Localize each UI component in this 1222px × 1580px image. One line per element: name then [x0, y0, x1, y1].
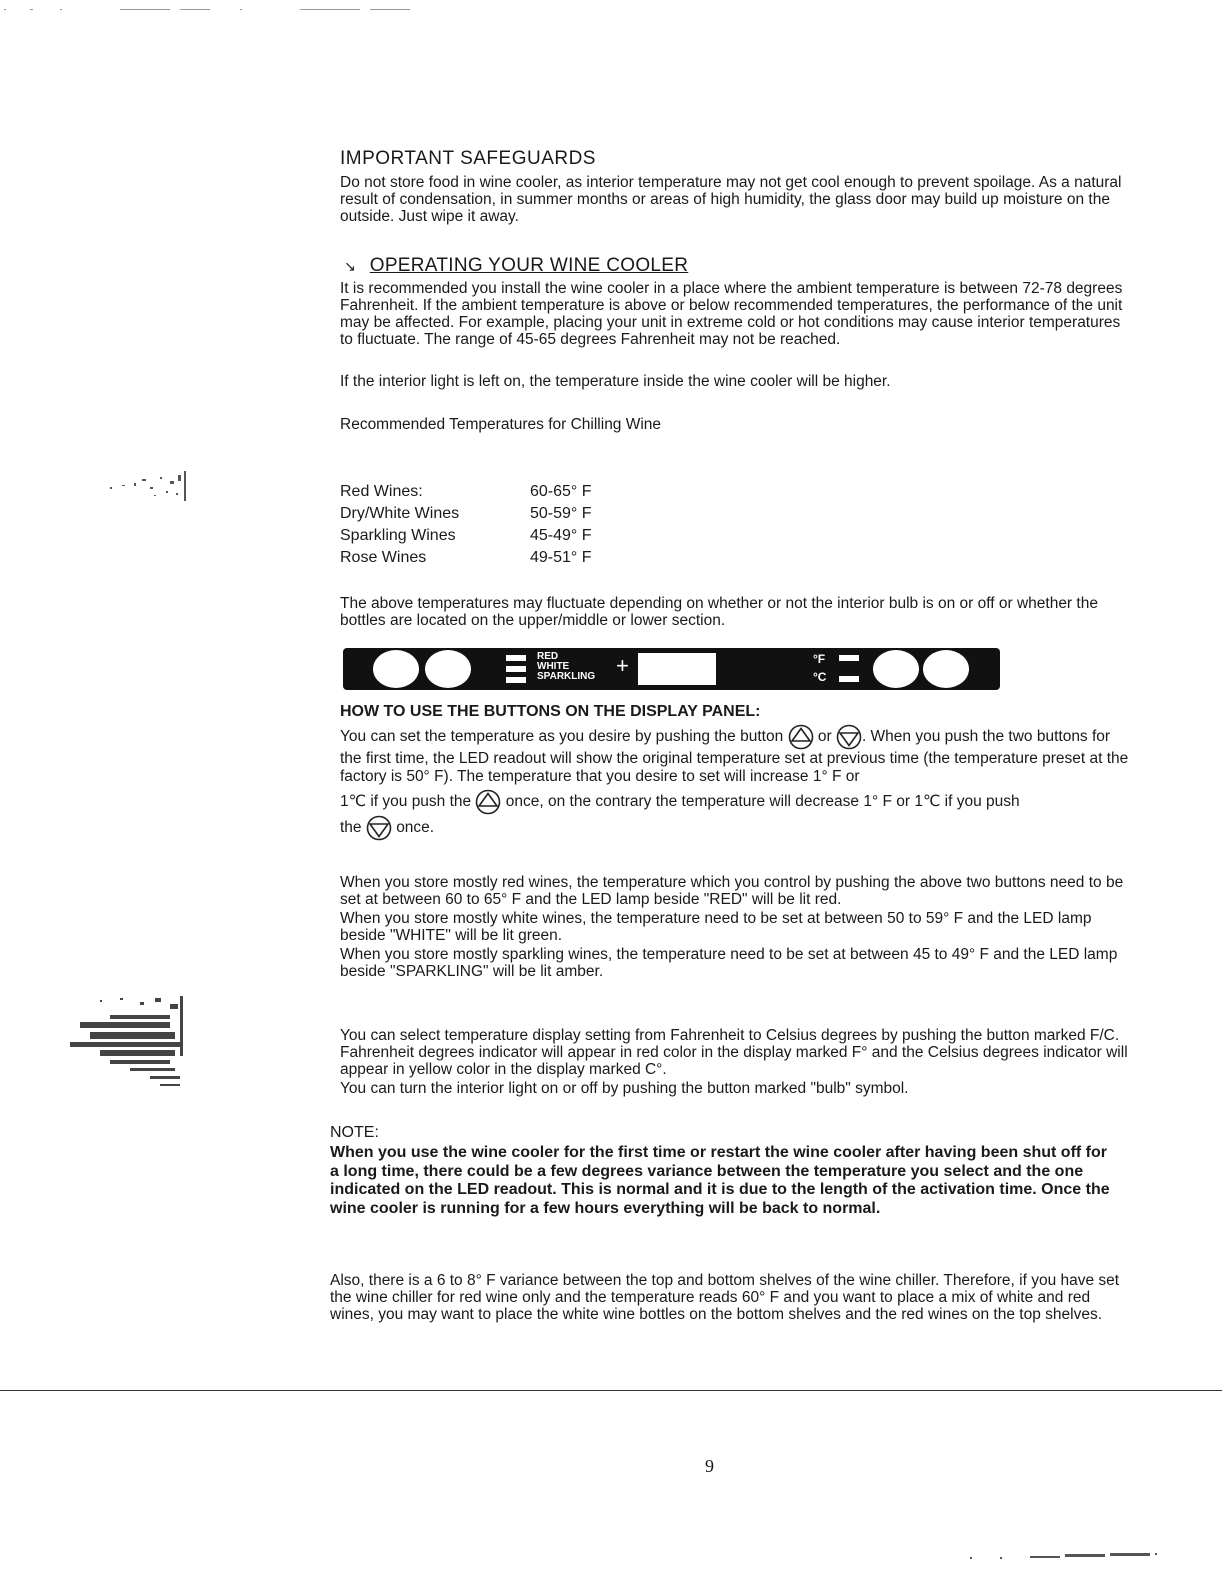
panel-label-white: WHITE	[537, 661, 570, 672]
note-label: NOTE:	[330, 1124, 379, 1141]
scan-artifact-top	[0, 0, 420, 14]
display-settings-section	[340, 1027, 1130, 1097]
table-row: Dry/White Wines 50-59° F	[340, 505, 592, 522]
led-white	[506, 666, 526, 672]
white-wines-text: When you store mostly white wines, the temperature need to be set at between 50 to 59° F and the LED lamp beside "WHITE" will be lit green.	[340, 910, 1092, 944]
safeguards-text: Do not store food in wine cooler, as interior temperature may not get cool enough to prevent spoilage. As a natural result of condensation, in summer months or areas of high humidity, the glass door may build up moisture on the outside. Just wipe it away.	[340, 174, 1122, 225]
temperature-table	[340, 483, 592, 571]
led-red	[506, 655, 526, 661]
up-button-icon	[475, 789, 501, 815]
panel-plus: +	[616, 653, 629, 678]
wine-types-section	[340, 874, 1130, 980]
display-panel	[343, 648, 1000, 690]
led-sparkling	[506, 677, 526, 683]
table-row: Rose Wines 49-51° F	[340, 549, 592, 566]
indicator-f	[839, 655, 859, 661]
panel-label-red: RED	[537, 651, 559, 662]
page-number: 9	[705, 1456, 714, 1476]
down-button-icon	[366, 815, 392, 841]
variance-text: Also, there is a 6 to 8° F variance between the top and bottom shelves of the wine chiller. Therefore, if you have set the wine chiller for red wine only and the temperature reads 60° F and you want to place a mix of white and red wines, you may want to place the white wine bottles on the bottom shelves and the red wines on the top shelves.	[330, 1272, 1120, 1323]
footer-divider	[0, 1390, 1222, 1391]
operating-section	[340, 255, 1130, 433]
variance-section	[330, 1272, 1120, 1323]
display-units-text: You can select temperature display setting from Fahrenheit to Celsius degrees by pushing the button marked F/C. Fahrenheit degrees indicator will appear in red color in the display marked F° and the Celsius degrees indicator will appear in yellow color in the display marked C°.	[340, 1027, 1128, 1078]
panel-button-up	[373, 650, 419, 688]
scan-artifact-bottom-right	[900, 1545, 1170, 1565]
buttons-section	[340, 703, 1130, 720]
scan-artifact-left-lower	[40, 990, 200, 1100]
table-row: Red Wines: 60-65° F	[340, 483, 592, 500]
down-button-icon	[836, 724, 862, 750]
checkmark-icon: ↘	[344, 257, 356, 274]
safeguards-title: IMPORTANT SAFEGUARDS	[340, 148, 596, 169]
operating-title: OPERATING YOUR WINE COOLER	[369, 255, 689, 276]
note-text: When you use the wine cooler for the first time or restart the wine cooler after having been shut off for a long time, there could be a few degrees variance between the temperature you select and the one indicated on the LED readout. This is normal and it is due to the length of the activation time. Once the wine cooler is running for a few hours everything will be back to normal.	[330, 1144, 1110, 1217]
led-readout	[638, 653, 716, 685]
temperature-table-wrap	[340, 483, 1130, 571]
safeguards-section	[340, 148, 1130, 225]
sparkling-wines-text: When you store mostly sparkling wines, the temperature need to be set at between 45 to 49° F and the LED lamp beside "SPARKLING" will be lit amber.	[340, 946, 1118, 980]
fluctuation-section	[340, 595, 1130, 629]
buttons-paragraph: You can set the temperature as you desire by pushing the button or . When you push the two buttons for the first time, the LED readout will show the original temperature set at previous time (the temperature preset at the factory is 50° F). The temperature that you desire to set will increase 1° F or 1℃ if you push the once, on the contrary the temperature will decrease 1° F or 1℃ if you push the once.	[340, 724, 1130, 841]
scan-artifact-left-upper	[70, 465, 200, 515]
panel-label-f: °F	[813, 652, 826, 666]
operating-paragraph-2: If the interior light is left on, the temperature inside the wine cooler will be higher.	[340, 373, 891, 390]
up-button-icon	[788, 724, 814, 750]
table-row: Sparkling Wines 45-49° F	[340, 527, 592, 544]
indicator-c	[839, 676, 859, 682]
red-wines-text: When you store mostly red wines, the temperature which you control by pushing the above two buttons need to be set at between 60 to 65° F and the LED lamp beside "RED" will be lit red.	[340, 874, 1124, 908]
panel-button-light	[923, 650, 969, 688]
panel-button-fc	[873, 650, 919, 688]
buttons-heading: HOW TO USE THE BUTTONS ON THE DISPLAY PANEL:	[340, 703, 761, 720]
light-button-text: You can turn the interior light on or off by pushing the button marked "bulb" symbol.	[340, 1080, 909, 1097]
recommended-heading: Recommended Temperatures for Chilling Wine	[340, 416, 662, 433]
panel-button-down	[425, 650, 471, 688]
operating-paragraph-1: It is recommended you install the wine cooler in a place where the ambient temperature is between 72-78 degrees Fahrenheit. If the ambient temperature is above or below recommended temperatures, the performance of the unit may be affected. For example, placing your unit in extreme cold or hot conditions may cause interior temperatures to fluctuate. The range of 45-65 degrees Fahrenheit may not be reached.	[340, 280, 1123, 348]
note-section	[330, 1124, 1120, 1218]
panel-label-c: °C	[813, 670, 827, 684]
fluctuation-text: The above temperatures may fluctuate depending on whether or not the interior bulb is on or off or whether the bottles are located on the upper/middle or lower section.	[340, 595, 1098, 629]
panel-label-sparkling: SPARKLING	[537, 671, 596, 682]
